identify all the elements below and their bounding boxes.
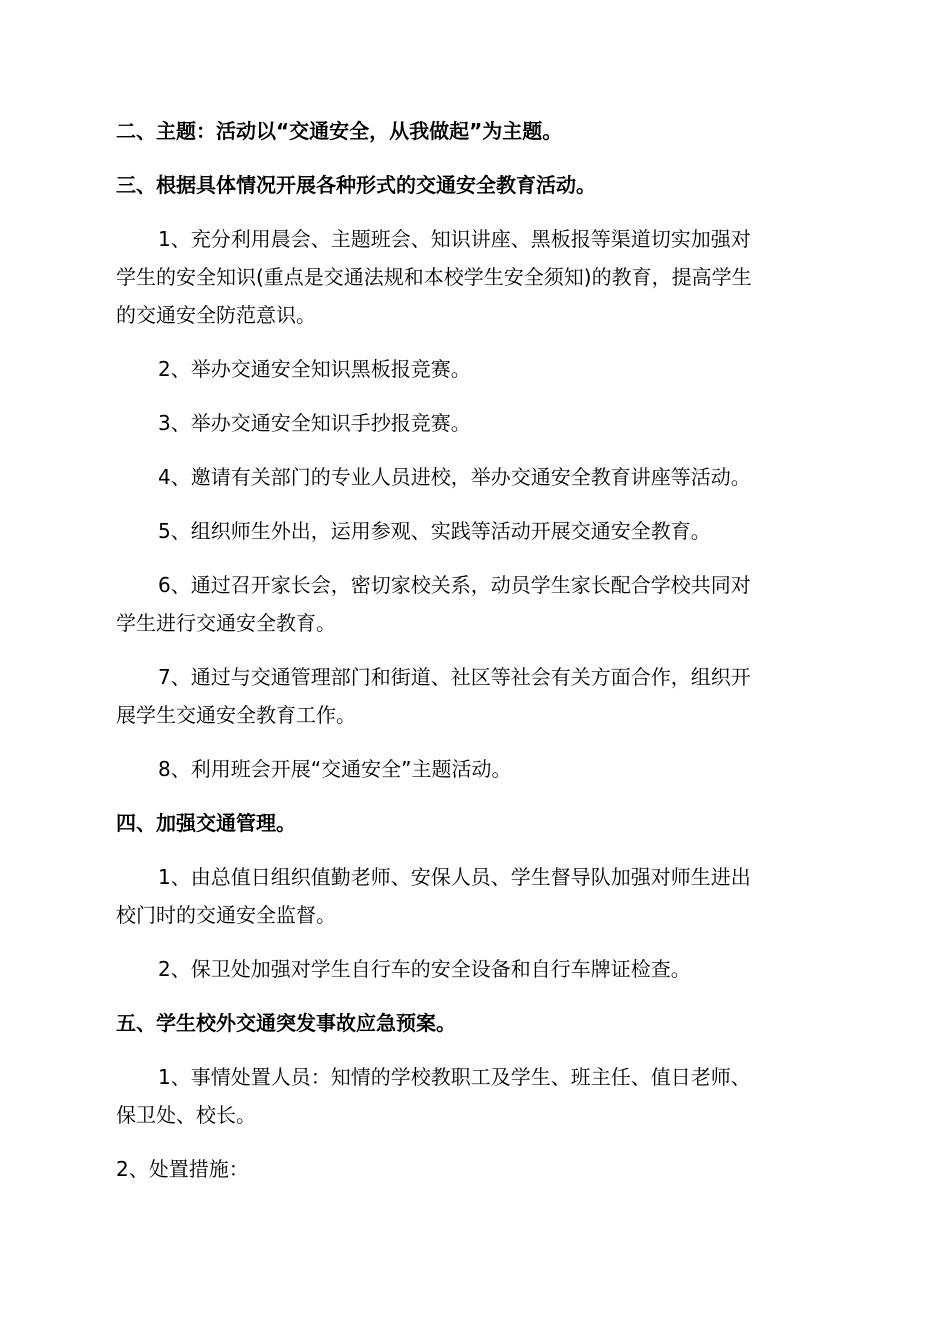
text-line: 保卫处、校长。: [116, 1103, 256, 1127]
text-line: 5、组织师生外出，运用参观、实践等活动开展交通安全教育。: [158, 519, 711, 543]
list-item: [116, 858, 836, 934]
text-line: 2、保卫处加强对学生自行车的安全设备和自行车牌证检查。: [158, 957, 691, 981]
text-line: 6、通过召开家长会，密切家校关系，动员学生家长配合学校共同对: [158, 573, 751, 597]
text-line: 的交通安全防范意识。: [116, 303, 316, 327]
list-item: [116, 950, 836, 988]
list-item: [116, 658, 836, 734]
text-line: 学生进行交通安全教育。: [116, 611, 336, 635]
document-page: [116, 112, 836, 1204]
text-line: 学生的安全知识(重点是交通法规和本校学生安全须知)的教育，提高学生: [116, 265, 752, 289]
paragraph: [116, 1150, 836, 1188]
text-line: 1、由总值日组织值勤老师、安保人员、学生督导队加强对师生进出: [158, 865, 751, 889]
list-item: [116, 458, 836, 496]
list-item: [116, 404, 836, 442]
text-line: 8、利用班会开展“交通安全”主题活动。: [158, 757, 512, 781]
text-line: 4、邀请有关部门的专业人员进校，举办交通安全教育讲座等活动。: [158, 465, 751, 489]
text-line: 1、充分利用晨会、主题班会、知识讲座、黑板报等渠道切实加强对: [158, 227, 751, 251]
text-line: 7、通过与交通管理部门和街道、社区等社会有关方面合作，组织开: [158, 665, 751, 689]
section-heading: [116, 112, 836, 150]
list-item: [116, 750, 836, 788]
text-line: 展学生交通安全教育工作。: [116, 703, 356, 727]
list-item: [116, 220, 836, 334]
text-line: 3、举办交通安全知识手抄报竞赛。: [158, 411, 471, 435]
section-heading: [116, 1004, 836, 1042]
list-item: [116, 350, 836, 388]
text-line: 1、事情处置人员：知情的学校教职工及学生、班主任、值日老师、: [158, 1065, 751, 1089]
text-line: 五、学生校外交通突发事故应急预案。: [116, 1011, 456, 1035]
text-line: 2、处置措施：: [116, 1157, 249, 1181]
text-line: 校门时的交通安全监督。: [116, 903, 336, 927]
text-line: 2、举办交通安全知识黑板报竞赛。: [158, 357, 471, 381]
list-item: [116, 512, 836, 550]
text-line: 四、加强交通管理。: [116, 811, 296, 835]
section-heading: [116, 166, 836, 204]
text-line: 三、根据具体情况开展各种形式的交通安全教育活动。: [116, 173, 596, 197]
section-heading: [116, 804, 836, 842]
list-item: [116, 1058, 836, 1134]
list-item: [116, 566, 836, 642]
text-line: 二、主题：活动以“交通安全，从我做起”为主题。: [116, 119, 563, 143]
